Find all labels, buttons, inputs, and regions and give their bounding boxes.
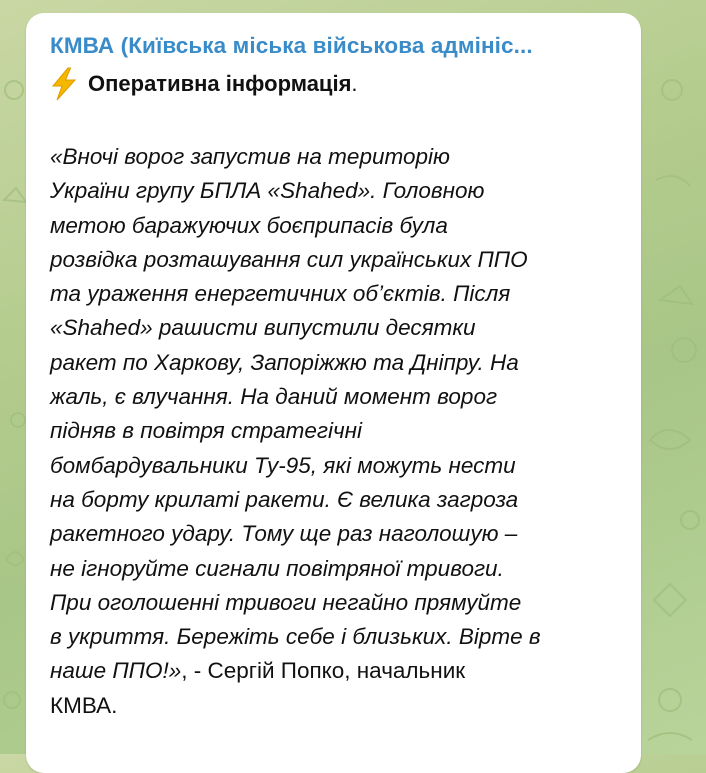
quote-line: метою баражуючих боєприпасів була: [50, 212, 448, 238]
attribution-last-line: КМВА.: [50, 692, 118, 718]
message-bubble: [26, 13, 641, 773]
quote-line: ракетного удару. Тому ще раз наголошую –: [50, 521, 518, 547]
quote-line: України групу БПЛА «Shahed». Головною: [50, 178, 485, 204]
quote-line: «Shahed» рашисти випустили десятки: [50, 315, 476, 341]
lightning-bolt-icon: [48, 67, 80, 101]
headline-title: Оперативна інформація: [88, 71, 352, 96]
attribution-text: , - Сергій Попко, начальник: [181, 658, 466, 684]
quote-line: в укриття. Бережіть себе і близьких. Вірте в: [50, 624, 541, 650]
quote-line: наше ППО!»: [50, 658, 182, 684]
message-body: [50, 140, 630, 723]
quote-closing-line: [50, 654, 630, 688]
message-headline: [48, 67, 358, 101]
quote-line: бомбардувальники Ту-95, які можуть нести: [50, 452, 516, 478]
quote-line: на борту крилаті ракети. Є велика загроза: [50, 486, 519, 512]
quote-line: підняв в повітря стратегічні: [50, 418, 363, 444]
quote-line: та ураження енергетичних об’єктів. Після: [50, 281, 511, 307]
quote-line: «Вночі ворог запустив на територію: [50, 144, 450, 169]
channel-sender-name[interactable]: КМВА (Київська міська військова адмініс...: [50, 33, 533, 58]
quote-line: жаль, є влучання. На даний момент ворог: [50, 384, 498, 410]
quote-line: При оголошенні тривоги негайно прямуйте: [50, 589, 522, 615]
quote-line: ракет по Харкову, Запоріжжю та Дніпру. На: [50, 349, 519, 375]
quote-line: розвідка розташування сил українських ППО: [50, 246, 528, 272]
quote-line: не ігноруйте сигнали повітряної тривоги.: [50, 555, 504, 581]
headline-period: .: [351, 71, 358, 96]
